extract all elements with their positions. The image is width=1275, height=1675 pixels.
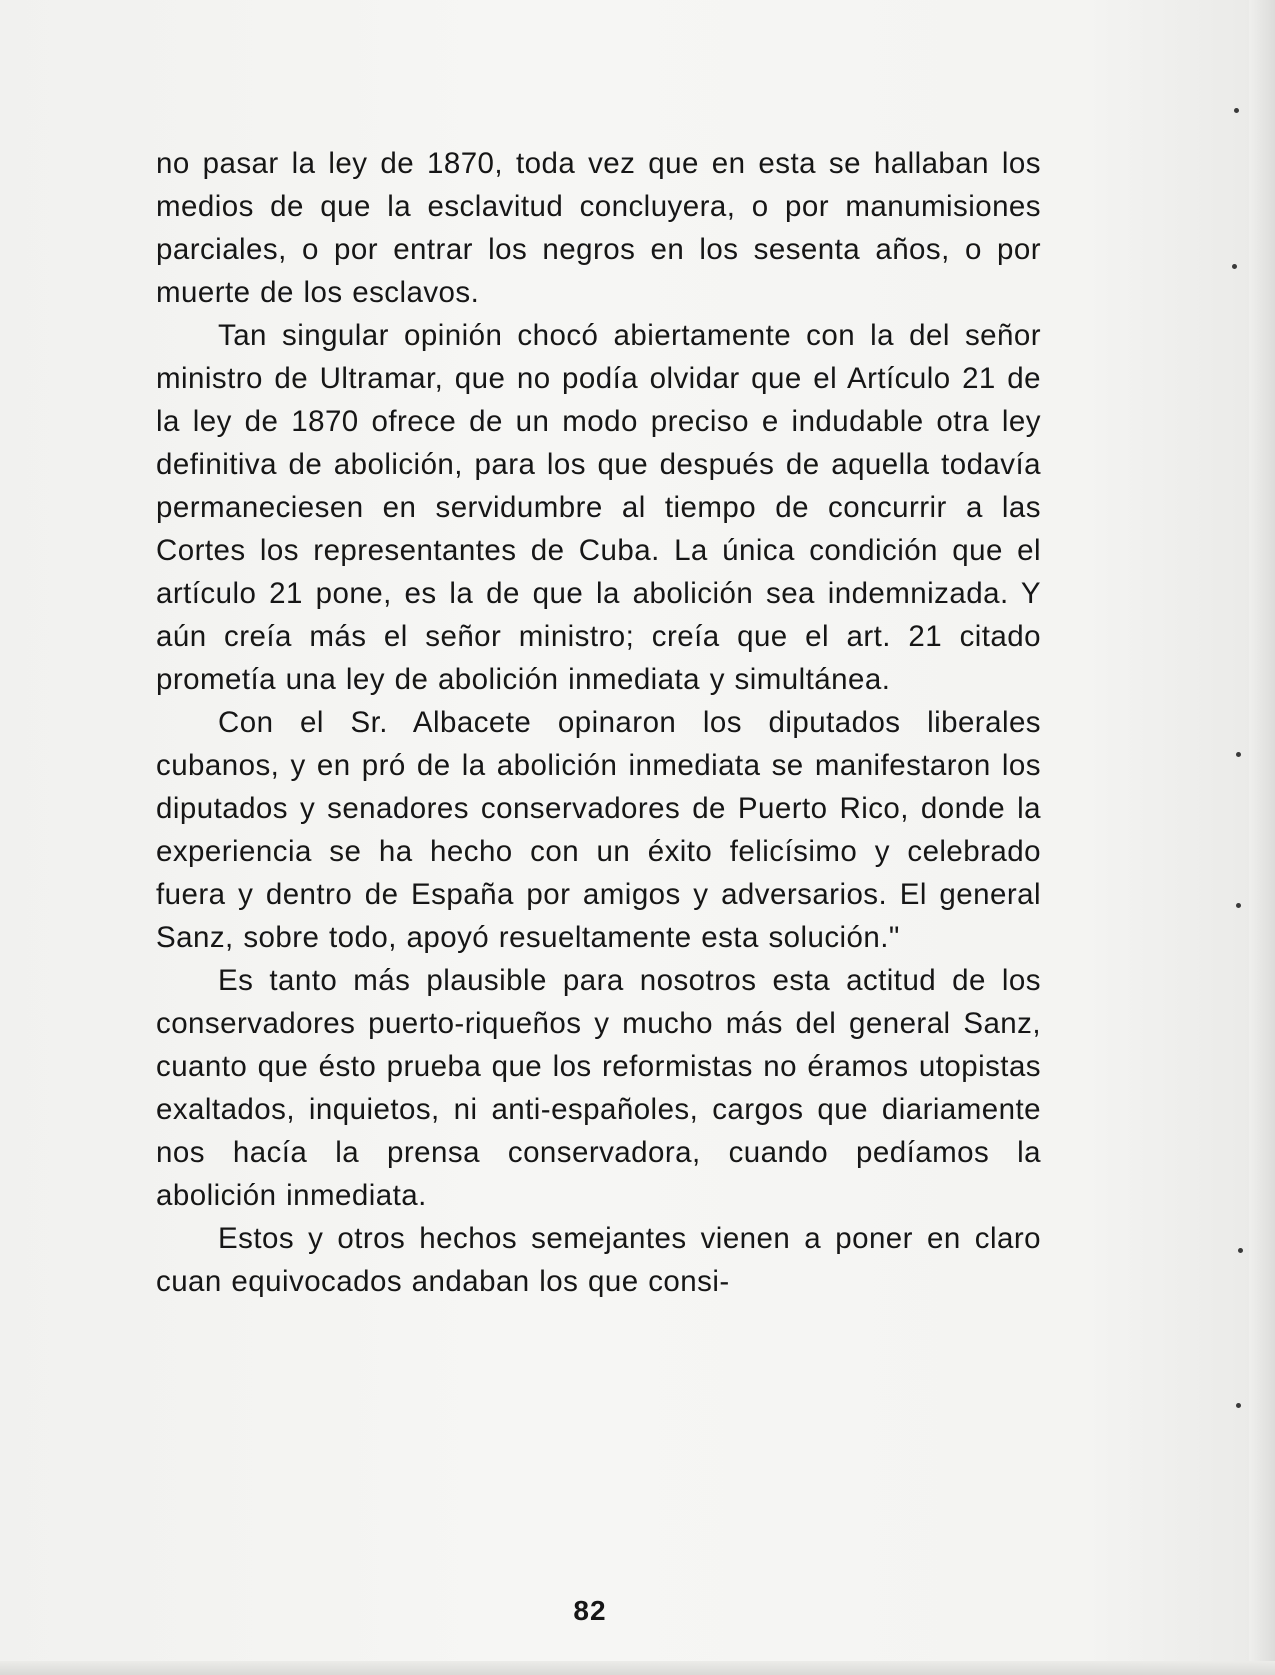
body-text	[156, 142, 1041, 1303]
scan-speck	[1234, 108, 1239, 113]
paragraph-3: Con el Sr. Albacete opinaron los diputados liberales cubanos, y en pró de la abolición inmediata se manifestaron los diputados y senadores conservadores de Puerto Rico, donde la experiencia se ha hecho con un éxito felicísimo y celebrado fuera y dentro de España por amigos y adversarios. El general Sanz, sobre todo, apoyó resueltamente esta solución."	[156, 706, 1041, 954]
scan-speck	[1236, 903, 1241, 908]
page-bottom-edge	[0, 1661, 1275, 1675]
scan-speck	[1232, 264, 1237, 269]
page-edge-shadow	[1249, 0, 1275, 1675]
paragraph-4: Es tanto más plausible para nosotros esta actitud de los conservadores puerto-riqueños y mucho más del general Sanz, cuanto que ésto prueba que los reformistas no éramos utopistas exaltados, inquietos, ni anti-españoles, cargos que diariamente nos hacía la prensa conservadora, cuando pedíamos la abolición inmediata.	[156, 964, 1041, 1212]
scan-speck	[1236, 752, 1241, 757]
paragraph-2: Tan singular opinión chocó abiertamente con la del señor ministro de Ultramar, que no podía olvidar que el Artículo 21 de la ley de 1870 ofrece de un modo preciso e indudable otra ley definitiva de abolición, para los que después de aquella todavía permaneciesen en servidumbre al tiempo de concurrir a las Cortes los representantes de Cuba. La única condición que el artículo 21 pone, es la de que la abolición sea indemnizada. Y aún creía más el señor ministro; creía que el art. 21 citado prometía una ley de abolición inmediata y simultánea.	[156, 319, 1041, 696]
scan-speck	[1236, 1403, 1241, 1408]
paragraph-5: Estos y otros hechos semejantes vienen a poner en claro cuan equivocados andaban los que consi-	[156, 1222, 1041, 1298]
page-number: 82	[573, 1595, 607, 1626]
paragraph-1: no pasar la ley de 1870, toda vez que en esta se hallaban los medios de que la esclavitud concluyera, o por manumisiones parciales, o por entrar los negros en los sesenta años, o por muerte de los esclavos.	[156, 147, 1041, 309]
scan-speck	[1238, 1248, 1243, 1253]
